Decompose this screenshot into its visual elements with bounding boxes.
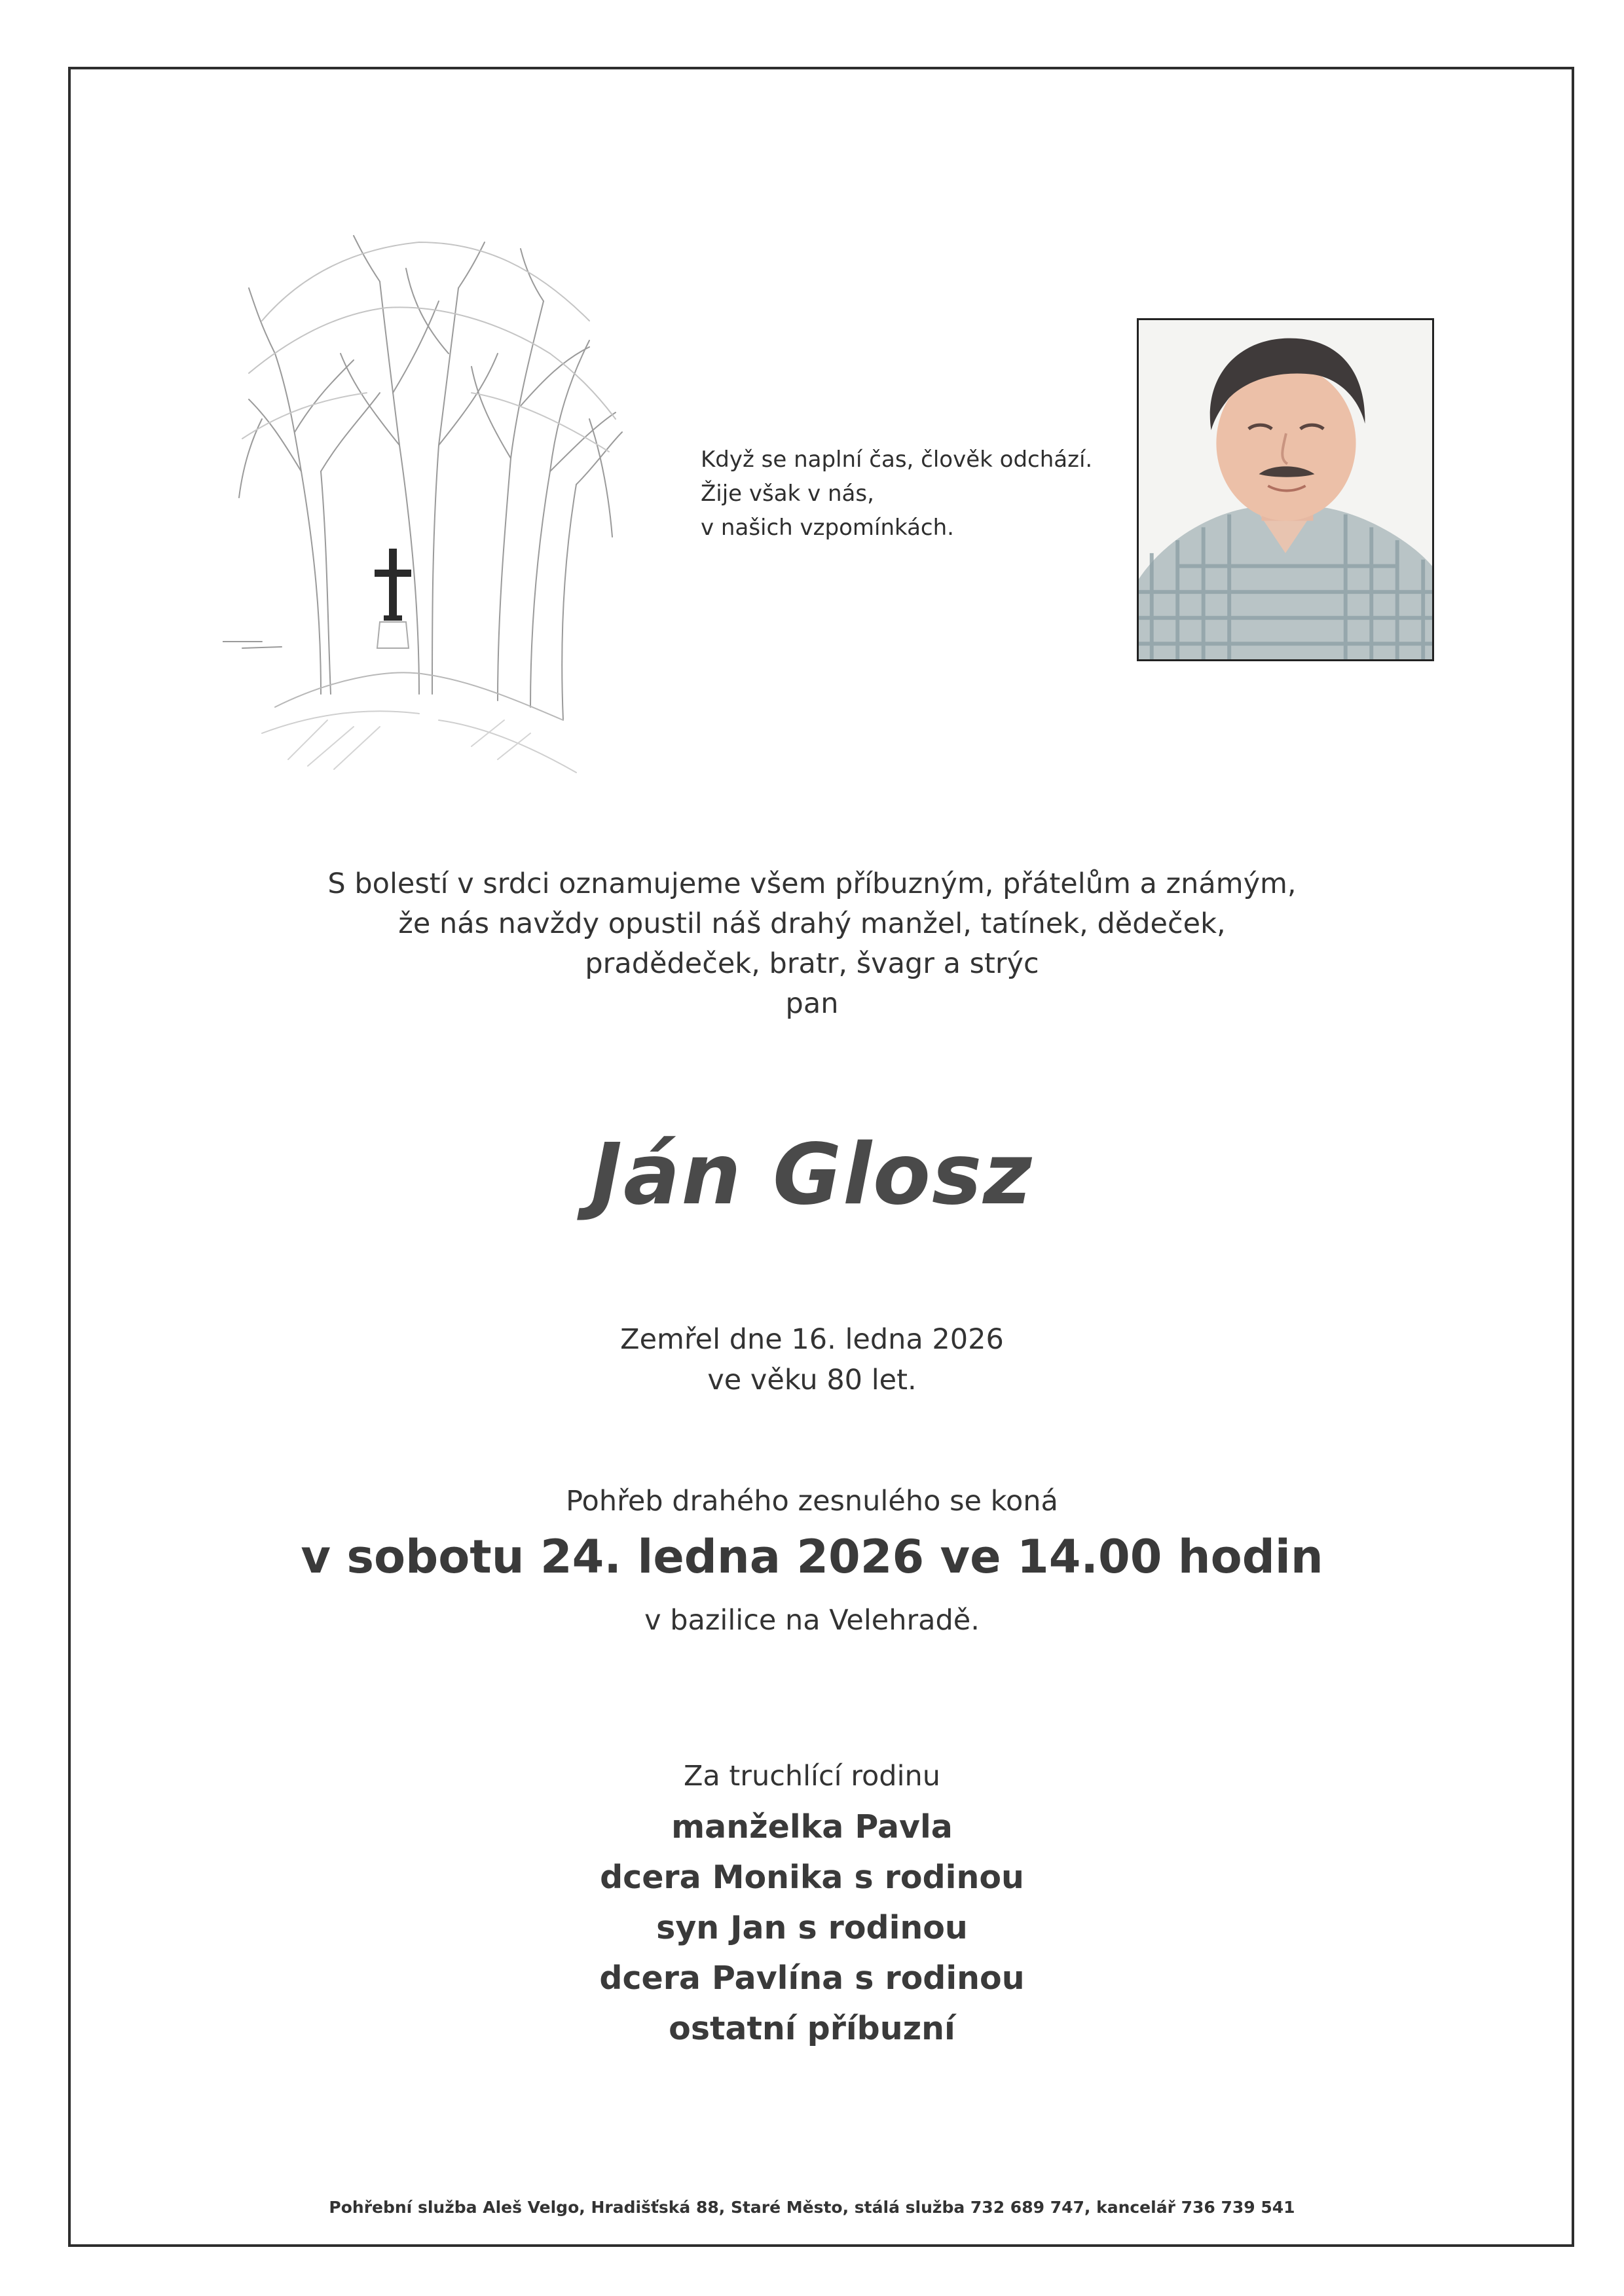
quote-line: v našich vzpomínkách.: [701, 515, 954, 541]
tree-sketch-icon: [223, 223, 629, 786]
family-member: dcera Monika s rodinou: [600, 1859, 1024, 1896]
person-portrait-icon: [1139, 320, 1432, 659]
quote-line: Žije však v nás,: [701, 481, 874, 507]
family-members: [0, 1802, 1624, 2054]
deceased-name: Ján Glosz: [591, 1126, 1033, 1224]
funeral-intro: Pohřeb drahého zesnulého se koná: [566, 1485, 1058, 1518]
announcement-line: pan: [785, 987, 839, 1020]
trees-cross-illustration: [223, 223, 629, 786]
funeral-date-time: v sobotu 24. ledna 2026 ve 14.00 hodin: [301, 1530, 1323, 1584]
memorial-quote: [701, 443, 1120, 545]
family-member: syn Jan s rodinou: [656, 1909, 968, 1946]
portrait-photo: [1137, 318, 1434, 661]
death-age: ve věku 80 let.: [707, 1364, 917, 1396]
announcement-line: pradědeček, bratr, švagr a strýc: [585, 947, 1039, 980]
announcement-line: S bolestí v srdci oznamujeme všem příbuzným, přátelům a známým,: [327, 867, 1297, 900]
funeral-place: v bazilice na Velehradě.: [644, 1604, 980, 1637]
death-info: [0, 1319, 1624, 1400]
death-date: Zemřel dne 16. ledna 2026: [620, 1323, 1004, 1356]
family-member: dcera Pavlína s rodinou: [599, 1959, 1025, 1997]
family-member: manželka Pavla: [671, 1808, 953, 1846]
funeral-service-footer: Pohřební služba Aleš Velgo, Hradišťská 88, Staré Město, stálá služba 732 689 747, kancelář 736 739 541: [329, 2198, 1295, 2217]
announcement-text: [0, 864, 1624, 1024]
family-member: ostatní příbuzní: [669, 2010, 955, 2047]
announcement-line: že nás navždy opustil náš drahý manžel, tatínek, dědeček,: [398, 907, 1226, 940]
quote-line: Když se naplní čas, člověk odchází.: [701, 446, 1093, 473]
family-intro: Za truchlící rodinu: [683, 1760, 941, 1793]
